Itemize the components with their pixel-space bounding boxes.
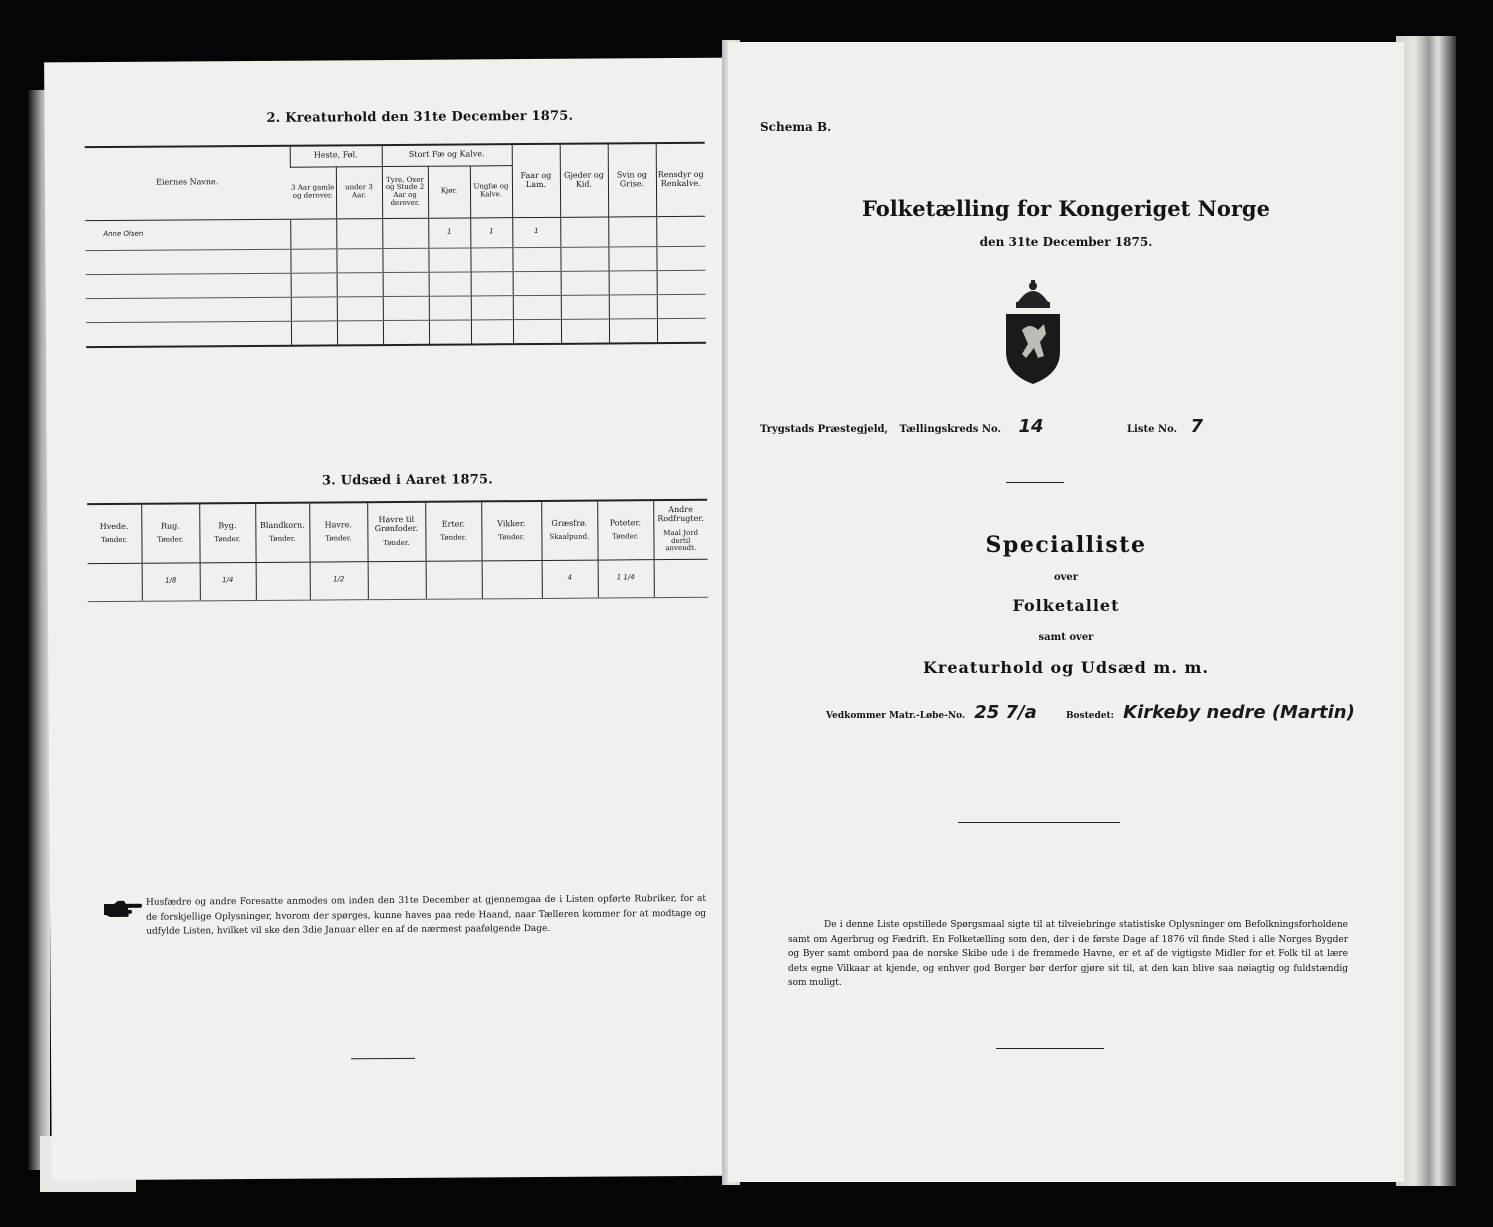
seed-value: 1/4: [200, 562, 256, 600]
pointing-hand-icon: [102, 898, 142, 924]
table-row: [88, 559, 708, 601]
seed-value: [482, 560, 542, 598]
seed-col-header: [141, 504, 199, 562]
seed-crop-label: Vikker.: [497, 518, 526, 528]
bostedet-label: Bostedet:: [1065, 711, 1114, 721]
col-owner: Eiernes Navne.: [85, 147, 290, 220]
seed-value: [256, 562, 310, 600]
col-goats: Gjeder og Kid.: [560, 144, 609, 216]
col-horses-old: 3 Aar gamle og derover.: [290, 166, 336, 218]
seed-unit-label: Tønder.: [325, 534, 352, 543]
seed-unit-label: Tønder.: [101, 536, 128, 545]
seed-crop-label: Poteter.: [609, 517, 641, 527]
seed-value: [654, 559, 708, 597]
seed-unit-label: Tønder.: [214, 535, 241, 544]
seed-unit-label: Tønder.: [157, 535, 184, 544]
col-sheep: Faar og Lam.: [512, 145, 561, 217]
seed-value: [88, 563, 142, 601]
left-page: [44, 58, 742, 1181]
seed-crop-label: Byg.: [218, 520, 237, 530]
seed-crop-label: Andre Rodfrugter.: [657, 505, 704, 524]
folketallet: Folketallet: [1012, 596, 1120, 615]
list-label: Liste No.: [1127, 424, 1178, 435]
norway-coat-of-arms-icon: [1000, 278, 1066, 390]
seed-col-header: [255, 504, 309, 562]
divider-1: [1006, 482, 1064, 483]
seed-unit-label: Skaalpund.: [549, 532, 590, 542]
right-page: [728, 42, 1404, 1182]
seed-value: 4: [542, 560, 598, 598]
col-cattle: Stort Fæ og Kalve.: [382, 145, 512, 166]
end-rule: [351, 1058, 415, 1059]
section2-title: 2. Kreaturhold den 31te December 1875.: [266, 108, 574, 126]
district-label: Tællingskreds No.: [899, 424, 1001, 435]
seed-unit-label: Tønder.: [440, 533, 467, 542]
seed-crop-label: Havre.: [324, 519, 353, 529]
seed-col-header: [87, 505, 141, 563]
seed-value: 1/2: [310, 561, 368, 599]
seed-crop-label: Rug.: [160, 520, 180, 531]
seed-crop-label: Erter.: [441, 518, 465, 529]
col-horses-young: under 3 Aar.: [336, 166, 382, 218]
seed-unit-label: Maal Jord dertil anvendt.: [663, 528, 699, 553]
col-horses: Heste, Føl.: [290, 146, 382, 167]
table-row: [86, 318, 706, 347]
owner-name: Anne Olsen: [85, 219, 290, 250]
seed-crop-label: Hvede.: [99, 521, 129, 531]
seed-crop-label: Havre til Grønfoder.: [374, 514, 419, 534]
young-cattle-value: 1: [470, 217, 512, 247]
page-stack-edge: [1396, 36, 1456, 1186]
seed-col-header: [425, 502, 481, 560]
divider-3: [996, 1048, 1104, 1049]
seed-col-header: [199, 504, 255, 562]
over-1: over: [1053, 572, 1079, 583]
footnote-text: De i denne Liste opstillede Spørgsmaal sigte til at tilveiebringe statistiske Oplysninger om Befolkningsforholdene samt om Agerbrug og Fædrift. En Folketælling som den, der i de første Dage af 1876 vil finde Sted i alle Norges Bygder og Byer samt ombord paa de norske Skibe ude i de fremmede Havne, er et af de vigtigste Midler for et Folk til at lære dets egne Vilkaar at kjende, og enhver god Borger bør derfor gjøre sit til, at den kan blive saa nøiagtig og fuldstændig som muligt.: [788, 920, 1348, 988]
seed-col-header: [653, 501, 707, 559]
matr-line: [826, 702, 1396, 723]
matr-label: Vedkommer Matr.-Løbe-No.: [826, 711, 966, 721]
notice-text: Husfædre og andre Foresatte anmodes om inden den 31te December at gjennemgaa de i Listen opførte Rubriker, for at de forskjellige Oplysninger, hvorom der spørges, kunne haves paa rede Haand, naar Tælleren kommer for at modtage og udfylde Listen, hvilket vil ske den 3die Januar eller en af de nærmest paafølgende Dage.: [145, 893, 707, 937]
list-value: 7: [1190, 416, 1204, 437]
samt-over: samt over: [1038, 632, 1094, 643]
seed-value: [368, 561, 426, 599]
matr-value: 25 7/a: [974, 702, 1037, 723]
seed-col-header: [367, 503, 425, 561]
seed-value: 1 1/4: [598, 559, 654, 597]
col-cows: Kjør.: [428, 165, 470, 217]
seed-col-header: [481, 502, 541, 560]
kreaturhold-title: Kreaturhold og Udsæd m. m.: [923, 658, 1209, 677]
livestock-table: [85, 144, 706, 348]
col-young-cattle: Ungfæ og Kalve.: [470, 165, 512, 217]
census-date: den 31te December 1875.: [979, 235, 1153, 249]
bostedet-value: Kirkeby nedre (Martin): [1123, 702, 1355, 723]
section3-title: 3. Udsæd i Aaret 1875.: [321, 472, 493, 489]
parish-line: [760, 416, 1400, 437]
cows-value: 1: [428, 217, 470, 247]
table-row: [85, 216, 705, 250]
sheep-value: 1: [512, 217, 560, 247]
seed-crop-label: Blandkorn.: [259, 520, 305, 530]
divider-2: [958, 822, 1120, 823]
seed-unit-label: Tønder.: [498, 533, 525, 542]
col-reindeer: Rensdyr og Renkalve.: [656, 144, 706, 216]
seed-crop-label: Græsfrø.: [551, 518, 588, 528]
special-list-title: Specialliste: [985, 532, 1147, 558]
seed-col-header: [309, 503, 367, 561]
main-title: Folketælling for Kongeriget Norge: [862, 196, 1270, 221]
seed-unit-label: Tønder.: [612, 532, 639, 541]
parish-label: Trygstads Præstegjeld,: [760, 424, 889, 435]
seed-col-header: [541, 502, 597, 560]
seed-value: [426, 560, 482, 598]
schema-label: Schema B.: [760, 120, 832, 134]
seed-value: 1/8: [142, 562, 200, 600]
seed-unit-label: Tønder.: [383, 538, 410, 547]
col-pigs: Svin og Grise.: [608, 144, 657, 216]
col-bulls: Tyre, Oxer og Stude 2 Aar og derover.: [382, 166, 428, 218]
district-value: 14: [1018, 416, 1044, 437]
seed-unit-label: Tønder.: [269, 534, 296, 544]
seed-table: [87, 501, 708, 602]
seed-col-header: [597, 501, 653, 559]
